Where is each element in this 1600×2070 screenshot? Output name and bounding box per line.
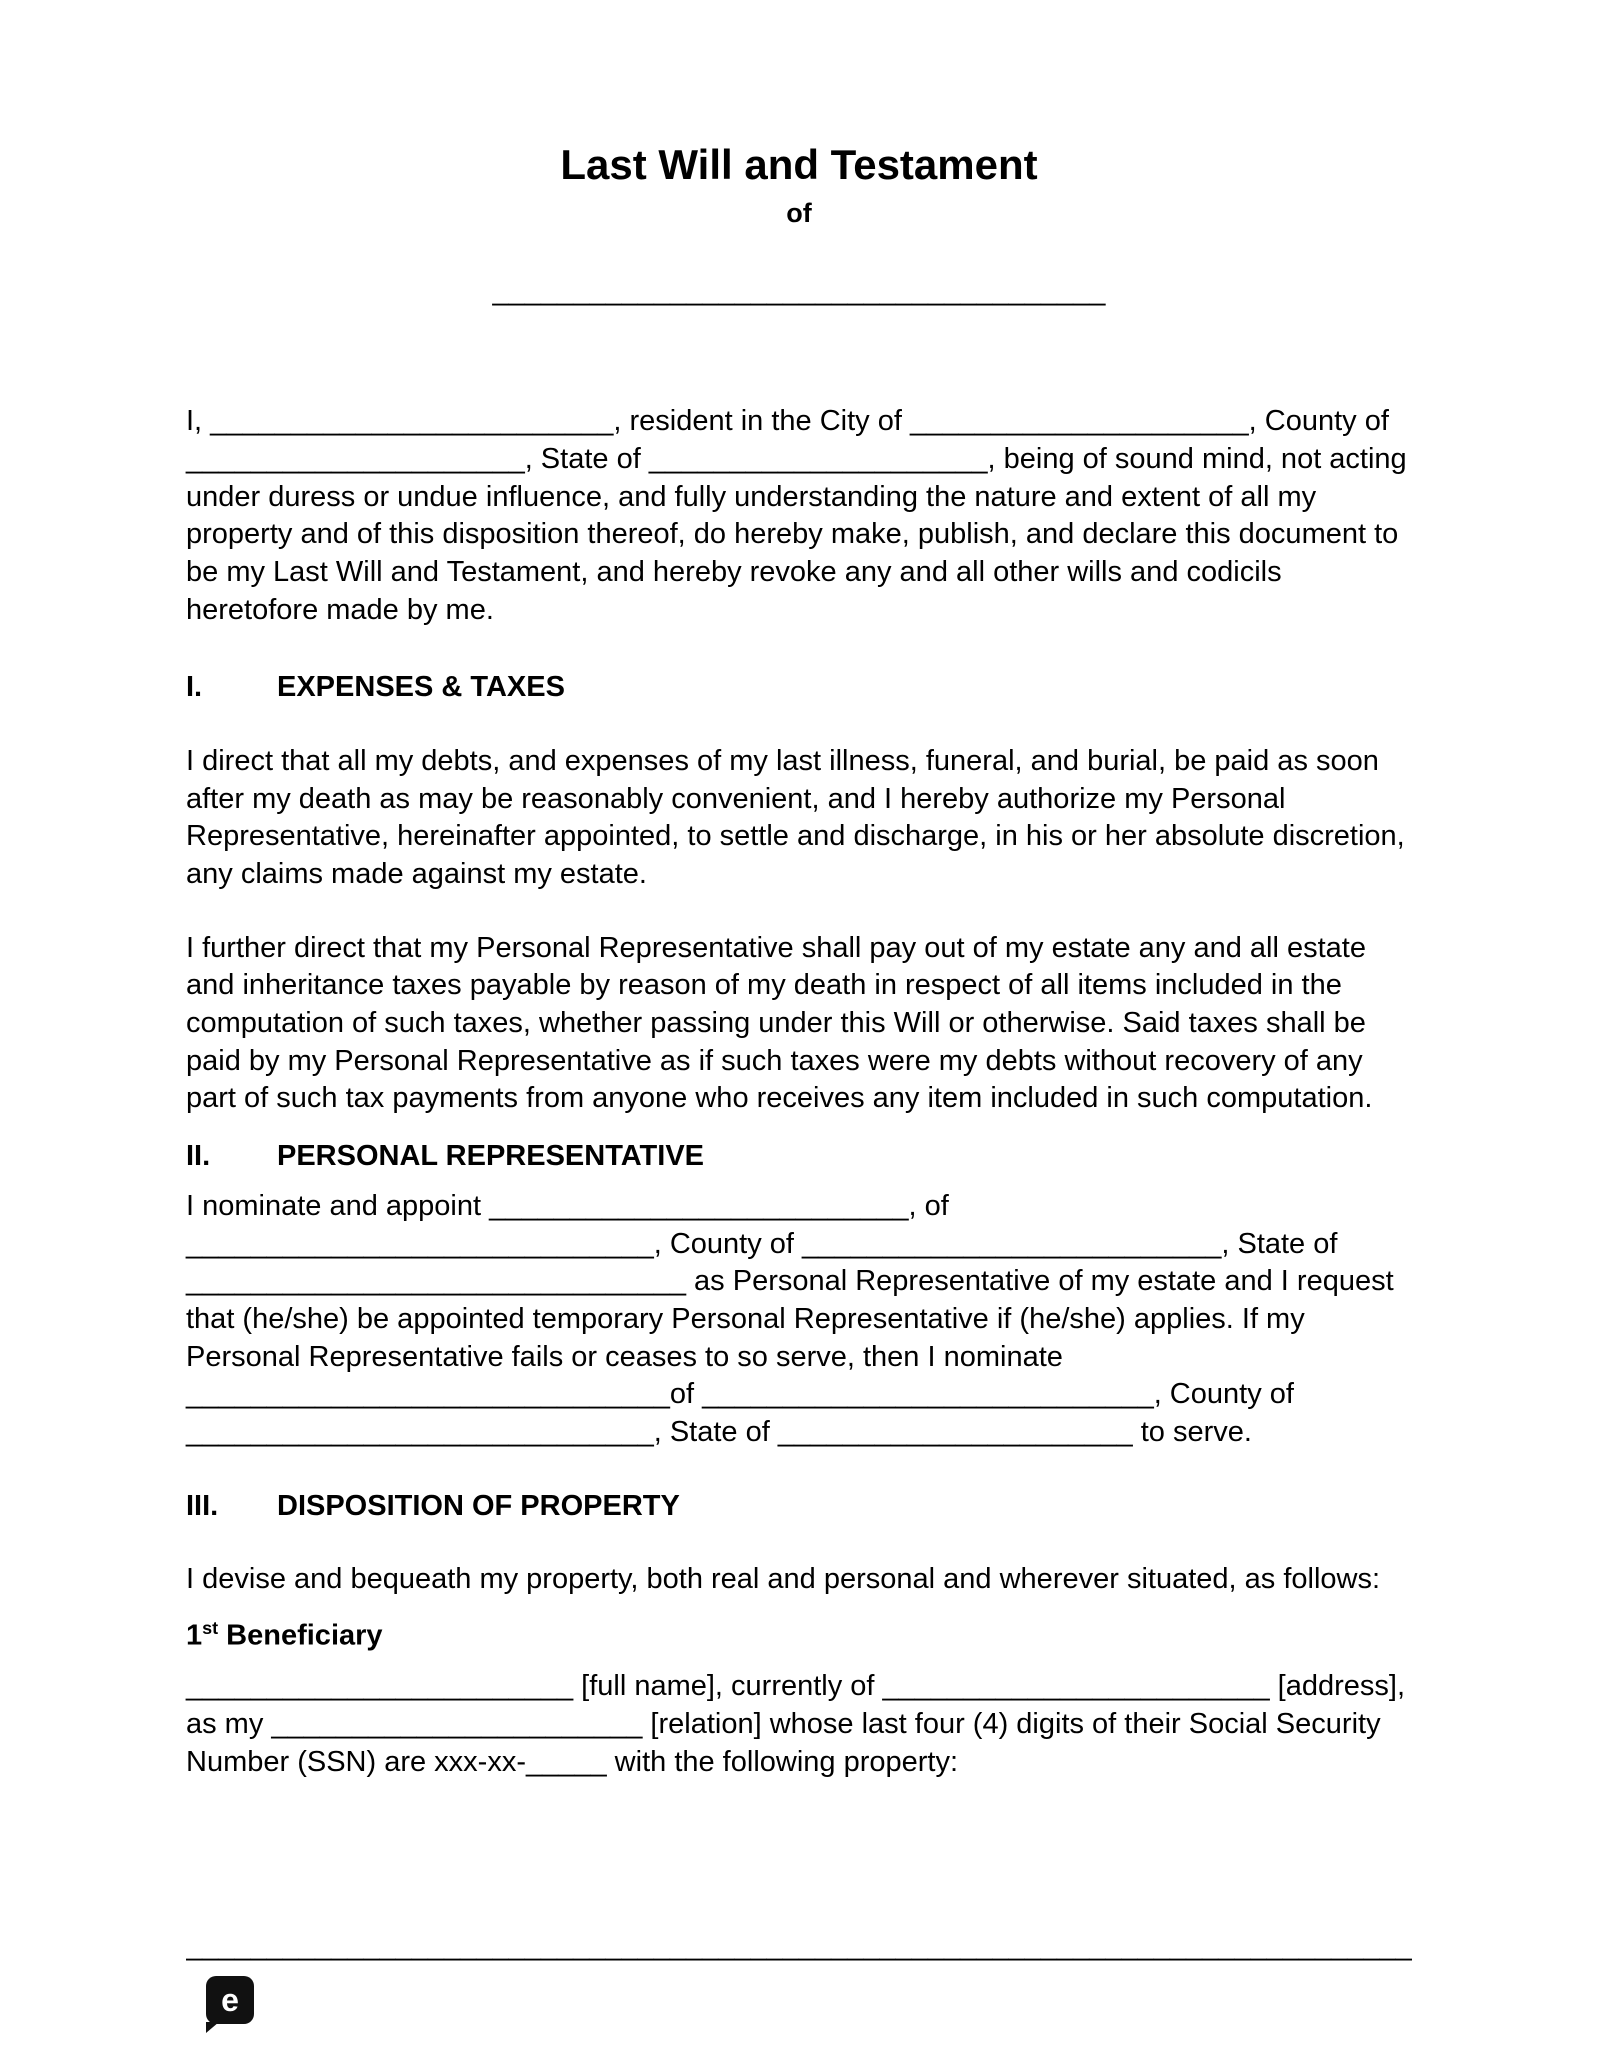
- page-footer: [186, 1928, 1412, 2024]
- expenses-paragraph-1: I direct that all my debts, and expenses of my last illness, funeral, and burial, be paid as soon after my death as may be reasonably convenient, and I hereby authorize my Personal Representative, hereinafter appointed, to settle and discharge, in his or her absolute discretion, any claims made against my estate.: [186, 744, 1405, 891]
- footer-rule-line: ____________________________________________________________________________: [186, 1930, 1412, 1963]
- beneficiary-ordinal-suffix: st: [202, 1618, 219, 1639]
- eforms-logo-letter: e: [221, 1982, 239, 2018]
- opening-paragraph: I, _________________________, resident in the City of _____________________, County of _____________________, State of _____________________, being of sound mind, not acting under duress or undue influence, and fully understanding the nature and extent of all my property and of this disposition thereof, do hereby make, publish, and declare this document to be my Last Will and Testament, and hereby revoke any and all other wills and codicils heretofore made by me.: [186, 405, 1407, 626]
- document-subtitle: of: [786, 198, 812, 229]
- section-title: DISPOSITION OF PROPERTY: [277, 1489, 680, 1522]
- eforms-logo: [206, 1976, 254, 2024]
- section-heading-disposition-of-property: [186, 1488, 1412, 1526]
- section-number: III.: [186, 1489, 219, 1522]
- section-title: EXPENSES & TAXES: [277, 671, 565, 704]
- beneficiary-heading-label: Beneficiary: [218, 1619, 383, 1652]
- personal-representative-paragraph: I nominate and appoint __________________________, of _____________________________, County of __________________________, State of _______________________________ as Personal Representative of my estate and I request that (he/she) be appointed temporary Personal Representative if (he/she) applies. If my Personal Representative fails or ceases to so serve, then I nominate ______________________________of ____________________________, County of _____________________________, State of ______________________ to serve.: [186, 1189, 1394, 1448]
- section-heading-expenses-and-taxes: [186, 669, 1412, 707]
- testator-name-blank-line: ______________________________________: [492, 275, 1106, 308]
- section-number: I.: [186, 671, 203, 704]
- disposition-paragraph: I devise and bequeath my property, both real and personal and wherever situated, as follows:: [186, 1563, 1381, 1596]
- section-heading-personal-representative: [186, 1138, 1412, 1176]
- expenses-paragraph-2: I further direct that my Personal Representative shall pay out of my estate any and all estate and inheritance taxes payable by reason of my death in respect of all items included in the computation of such taxes, whether passing under this Will or otherwise. Said taxes shall be paid by my Personal Representative as if such taxes were my debts without recovery of any part of such tax payments from anyone who receives any item included in such computation.: [186, 931, 1373, 1115]
- first-beneficiary-paragraph: ________________________ [full name], currently of ________________________ [address], as my _______________________ [relation] whose last four (4) digits of their Social Security Number (SSN) are xxx-xx-_____ with the following property:: [186, 1670, 1406, 1778]
- section-number: II.: [186, 1140, 211, 1173]
- section-title: PERSONAL REPRESENTATIVE: [277, 1140, 705, 1173]
- first-beneficiary-heading: [186, 1617, 1412, 1655]
- document-title: Last Will and Testament: [560, 141, 1038, 188]
- beneficiary-ordinal-number: 1: [186, 1619, 203, 1652]
